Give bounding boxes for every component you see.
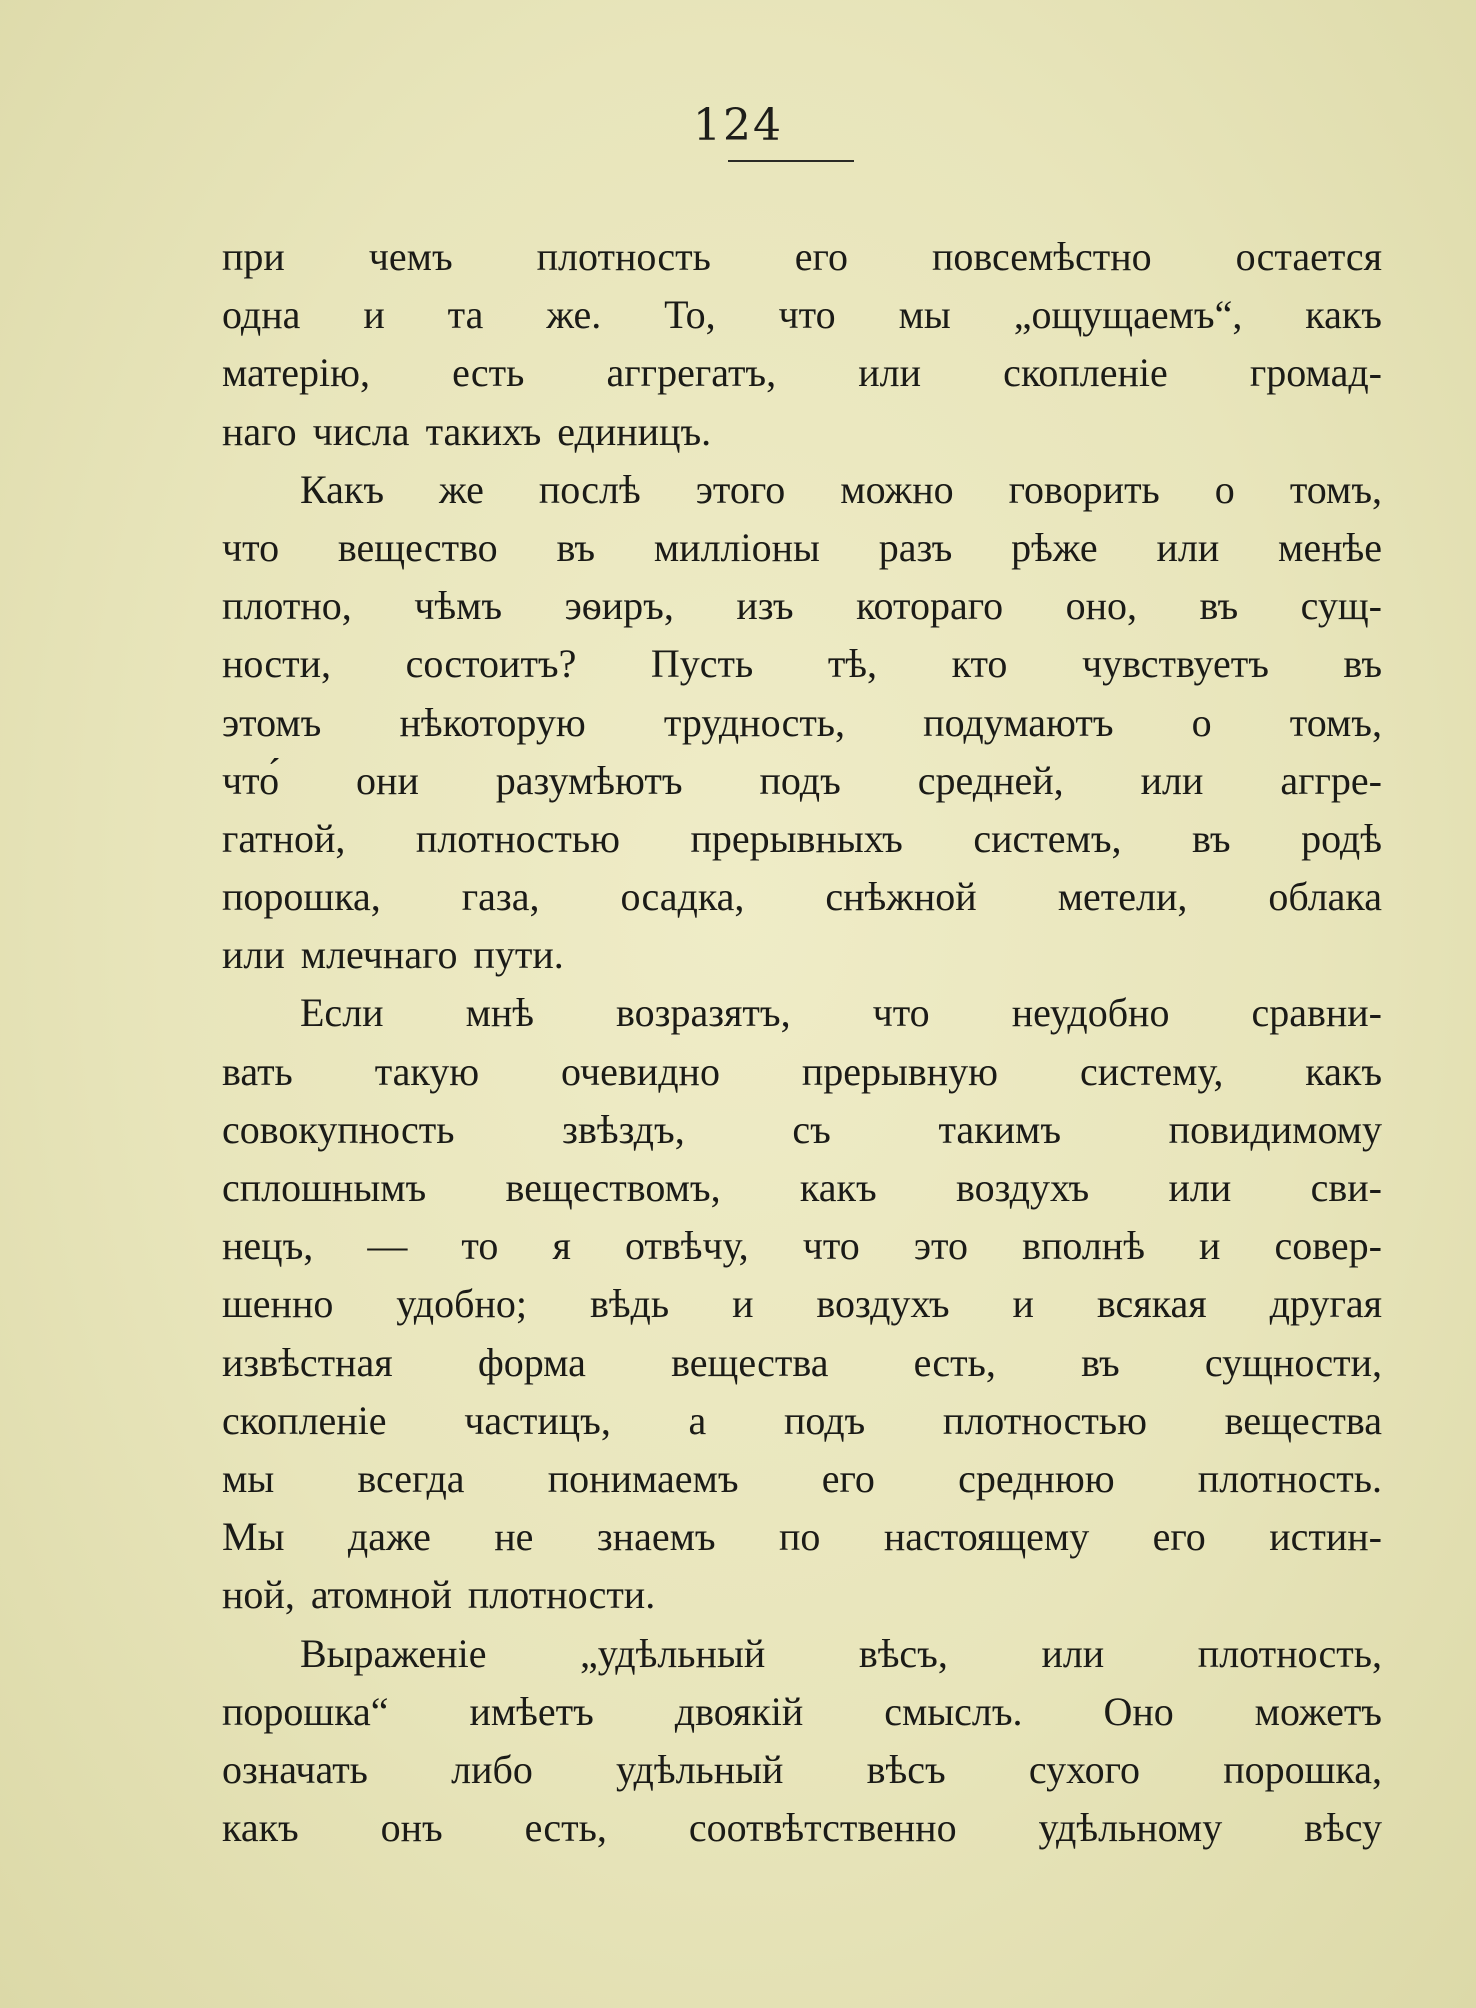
text-line: что вещество въ милліоны разъ рѣже или менѣе [222, 524, 1382, 570]
text-line: какъ онъ есть, соотвѣтственно удѣльному вѣсу [222, 1805, 1382, 1851]
text-line: ности, состоитъ? Пусть тѣ, кто чувствуетъ въ [222, 641, 1382, 687]
text-line: ной, атомной плотности. [222, 1572, 656, 1618]
text-line: Какъ же послѣ этого можно говорить о томъ, [300, 466, 1382, 512]
text-line: гатной, плотностью прерывныхъ системъ, въ родѣ [222, 815, 1382, 861]
text-line: означать либо удѣльный вѣсъ сухого порошка, [222, 1746, 1382, 1792]
body-text [222, 228, 1382, 1857]
text-line: мы всегда понимаемъ его среднюю плотность. [222, 1455, 1382, 1501]
text-line: Если мнѣ возразятъ, что неудобно сравни- [300, 990, 1382, 1036]
text-line: наго числа такихъ единицъ. [222, 408, 712, 454]
text-line: сплошнымъ веществомъ, какъ воздухъ или сви- [222, 1165, 1382, 1210]
text-line: одна и та же. То, что мы „ощущаемъ“, какъ [222, 292, 1382, 338]
text-line: матерію, есть аггрегатъ, или скопленіе громад- [222, 350, 1382, 396]
text-line: извѣстная форма вещества есть, въ сущности, [222, 1339, 1382, 1385]
text-line: плотно, чѣмъ эѳиръ, изъ котораго оно, въ сущ- [222, 583, 1382, 629]
page-number-rule [728, 160, 854, 162]
text-line: совокупность звѣздъ, съ такимъ повидимому [222, 1106, 1382, 1152]
text-line: скопленіе частицъ, а подъ плотностью вещества [222, 1397, 1382, 1443]
text-line: вать такую очевидно прерывную систему, какъ [222, 1048, 1382, 1094]
text-line: шенно удобно; вѣдь и воздухъ и всякая другая [222, 1281, 1382, 1327]
text-line: Мы даже не знаемъ по настоящему его истин- [222, 1514, 1382, 1560]
text-line: что́ они разумѣютъ подъ средней, или аггре- [222, 757, 1382, 803]
page-number: 124 [693, 100, 783, 151]
text-line: этомъ нѣкоторую трудность, подумаютъ о томъ, [222, 699, 1382, 745]
text-line: порошка, газа, осадка, снѣжной метели, облака [222, 874, 1382, 920]
text-line: или млечнаго пути. [222, 932, 564, 978]
text-line: нецъ, — то я отвѣчу, что это вполнѣ и совер- [222, 1223, 1382, 1269]
text-line: Выраженіе „удѣльный вѣсъ, или плотность, [300, 1630, 1382, 1676]
text-line: порошка“ имѣетъ двоякій смыслъ. Оно можетъ [222, 1688, 1382, 1734]
text-line: при чемъ плотность его повсемѣстно остается [222, 234, 1382, 279]
